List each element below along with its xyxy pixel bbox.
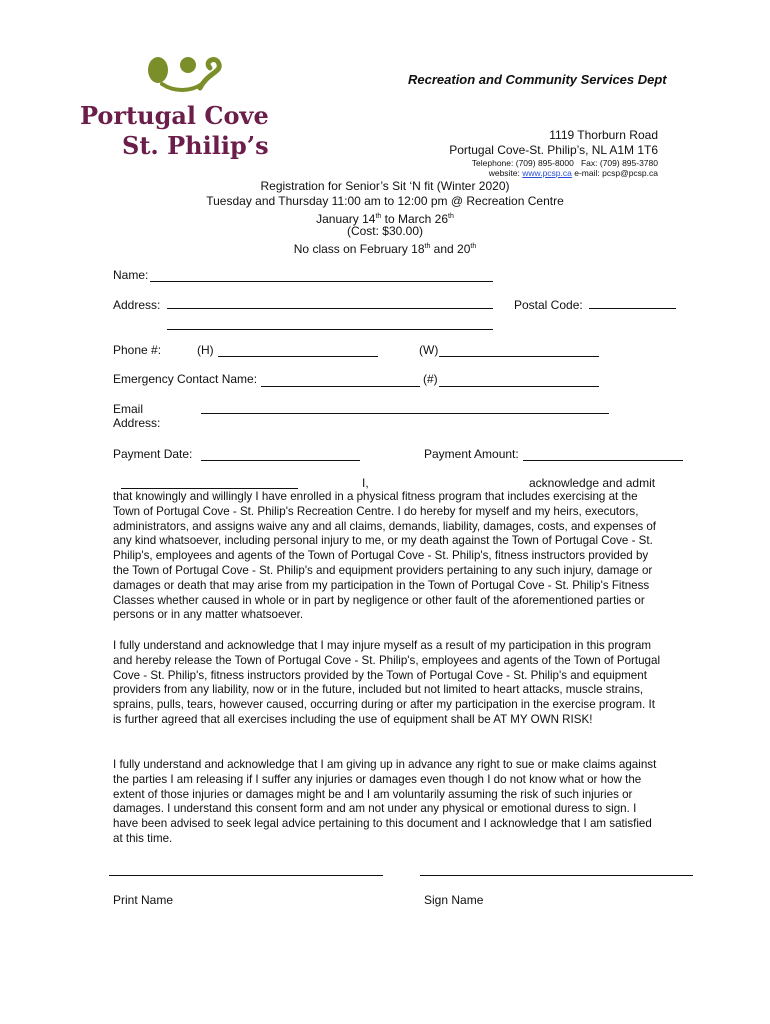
address-field-2[interactable] xyxy=(167,329,493,330)
address-field-1[interactable] xyxy=(167,308,493,309)
email: e-mail: pcsp@pcsp.ca xyxy=(574,168,658,178)
logo-line1: Portugal Cove xyxy=(80,101,269,130)
emergency-contact-label: Emergency Contact Name: xyxy=(113,372,258,386)
phone-fax xyxy=(472,158,658,168)
emergency-contact-field[interactable] xyxy=(261,386,420,387)
department-name: Recreation and Community Services Dept xyxy=(408,72,667,87)
sign-name-field[interactable] xyxy=(420,875,693,876)
postal-code-field[interactable] xyxy=(589,308,676,309)
fax: Fax: (709) 895-3780 xyxy=(580,158,658,168)
program-schedule: Tuesday and Thursday 11:00 am to 12:00 pm @ Recreation Centre xyxy=(206,194,564,208)
sign-name-label: Sign Name xyxy=(424,893,484,907)
leaf-swirl-icon xyxy=(78,50,268,98)
work-phone-label: (W) xyxy=(419,343,439,357)
work-phone-field[interactable] xyxy=(439,356,599,357)
city-address: Portugal Cove-St. Philip’s, NL A1M 1T6 xyxy=(449,143,658,157)
emergency-number-label: (#) xyxy=(423,372,438,386)
payment-amount-label: Payment Amount: xyxy=(424,447,519,461)
email-label-1: Email xyxy=(113,402,144,416)
program-cost: (Cost: $30.00) xyxy=(346,224,424,238)
payment-amount-field[interactable] xyxy=(523,460,683,461)
telephone: Telephone: (709) 895-8000 xyxy=(471,158,574,168)
waiver-acknowledge-label: acknowledge and admit xyxy=(529,476,656,490)
home-phone-label: (H) xyxy=(197,343,214,357)
waiver-i-label: I, xyxy=(362,476,369,490)
print-name-label: Print Name xyxy=(113,893,174,907)
program-dates: January 14th to March 26th xyxy=(316,212,454,226)
print-name-field[interactable] xyxy=(109,875,383,876)
email-label-2: Address: xyxy=(113,416,161,430)
website-link[interactable]: www.pcsp.ca xyxy=(522,168,572,178)
address-label: Address: xyxy=(113,298,161,312)
name-label: Name: xyxy=(113,268,149,282)
home-phone-field[interactable] xyxy=(218,356,378,357)
emergency-number-field[interactable] xyxy=(439,386,599,387)
web-email xyxy=(489,168,658,178)
street-address: 1119 Thorburn Road xyxy=(549,128,658,142)
program-title: Registration for Senior’s Sit ‘N fit (Winter 2020) xyxy=(260,179,510,193)
town-logo xyxy=(78,50,268,165)
waiver-name-field[interactable] xyxy=(121,488,298,489)
no-class-notice: No class on February 18th and 20th xyxy=(293,242,477,256)
postal-code-label: Postal Code: xyxy=(514,298,583,312)
name-field[interactable] xyxy=(150,281,493,282)
waiver-paragraph-1: that knowingly and willingly I have enrolled in a physical fitness program that includes exercising at the Town of Portugal Cove - St. Philip's Recreation Centre. I do hereby for myself and my heirs, executors, administrators, and assigns waive any and all claims, demands, liability, damages, costs, and expenses of any kind whatsoever, including personal injury to me, or my death against the Town of Portugal Cove - St. Philip's, employees and agents of the Town of Portugal Cove - St. Philip's, fitness instructors provided by the Town of Portugal Cove - St. Philip's and equipment providers pertaining to any such injury, damage or damages or death that may arise from my participation in the Town of Portugal Cove - St. Philip's Fitness Classes whether caused in whole or in part by negligence or other fault of the aforementioned parties or persons or in any matter whatsoever. xyxy=(113,490,657,622)
email-field[interactable] xyxy=(201,413,609,414)
phone-label: Phone #: xyxy=(113,343,162,357)
logo-line2: St. Philip’s xyxy=(122,131,269,160)
website-label: website: xyxy=(488,168,520,178)
payment-date-label: Payment Date: xyxy=(113,447,193,461)
payment-date-field[interactable] xyxy=(201,460,360,461)
waiver-paragraph-3: I fully understand and acknowledge that I am giving up in advance any right to sue or make claims against the parties I am releasing if I suffer any injuries or damages even though I do not know what or how the extent of those injuries or damages might be and I am voluntarily assuming the risk of such injuries or damages. I understand this consent form and am not under any physical or emotional duress to sign. I have been advised to seek legal advice pertaining to this document and I acknowledge that I am satisfied at this time. xyxy=(113,758,657,845)
waiver-paragraph-2: I fully understand and acknowledge that I may injure myself as a result of my participation in this program and hereby release the Town of Portugal Cove - St. Philip's, employees and agents of the Town of Portugal Cove - St. Philip's, fitness instructors provided by the Town of Portugal Cove - St. Philip's and equipment providers from any liability, now or in the future, included but not limited to heart attacks, muscle strains, sprains, pulls, tears, however caused, occurring during or after my participation in the exercise program. It is further agreed that all exercises including the use of equipment shall be AT MY OWN RISK! xyxy=(113,639,661,726)
